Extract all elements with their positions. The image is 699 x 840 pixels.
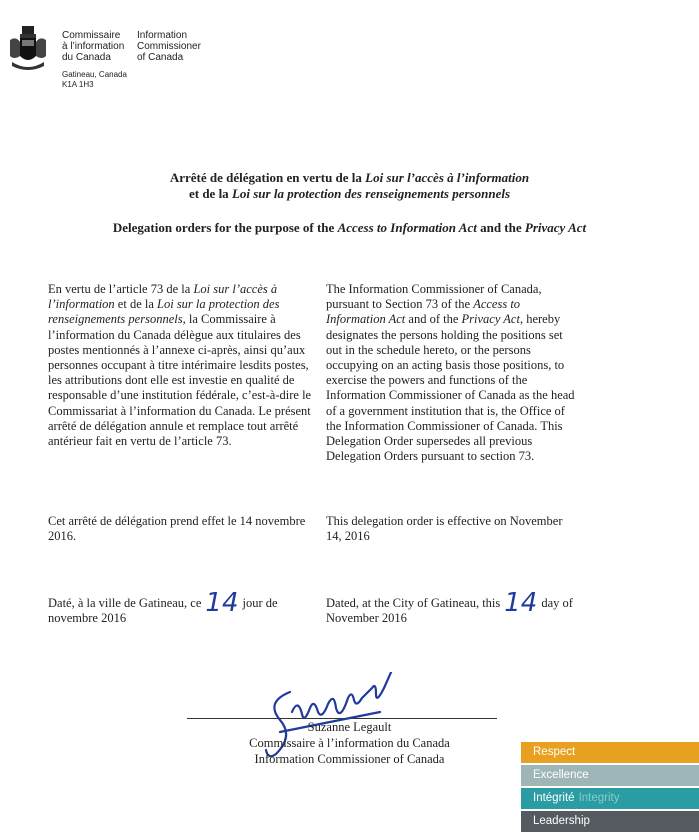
paragraph-en-delegation — [326, 282, 581, 464]
signatory-title-fr: Commissaire à l’information du Canada — [249, 736, 450, 750]
text: Daté, à la ville de Gatineau, ce — [48, 596, 202, 610]
org-name-en — [137, 30, 227, 63]
title-act-name: Loi sur la protection des renseignements personnels — [231, 186, 511, 201]
org-en-line: Commissioner — [137, 41, 201, 52]
title-act-name: Privacy Act — [524, 220, 587, 235]
paragraph-fr-delegation — [48, 282, 313, 449]
paragraph-en-effective: This delegation order is effective on November 14, 2016 — [326, 514, 563, 544]
handwritten-day: 14 — [205, 588, 239, 618]
act-name: Loi sur la protection des renseignements personnels, — [48, 297, 280, 327]
org-fr-line: à l’information — [62, 41, 125, 52]
text: The Information Commissioner of Canada, pursuant to Section 73 of the — [326, 282, 542, 312]
address — [62, 70, 127, 90]
signatory-title-en: Information Commissioner of Canada — [254, 752, 445, 766]
value-band-excellence: Excellence — [521, 765, 699, 786]
title-act-name: Access to Information Act — [337, 220, 477, 235]
title-fr — [0, 170, 699, 202]
org-fr-line: Commissaire — [62, 30, 121, 41]
title-en — [0, 220, 699, 236]
title-act-name: Loi sur l’accès à l’information — [365, 170, 530, 185]
org-name-fr — [62, 30, 142, 63]
act-name: Access to Information Act — [326, 297, 521, 327]
value-label-faint: Integrity — [578, 792, 620, 804]
title-text: and the — [476, 220, 525, 235]
address-line: K1A 1H3 — [62, 80, 94, 89]
org-en-line: of Canada — [137, 52, 184, 63]
text: En vertu de l’article 73 de la — [48, 282, 194, 296]
text: la Commissaire à l’information du Canada délègue aux titulaires des postes mentionnés à l’annexe ci-après, ainsi qu’aux personnes occupant à titre intérimaire lesdits postes, les attributions dont elle est investie en qualité de responsable d’une institution fédérale, c’est-à-dire le Commissariat à l’information du Canada. Le présent arrêté de délégation annule et remplace tout arrêté antérieur fait en vertu de l’article 73. — [48, 312, 312, 449]
text: , hereby designates the persons holding the positions set out in the schedule hereto, or the persons occupying on an acting basis those positions, to exercise the powers and functions of the Information Commissioner of Canada as the head of a government institution that is, the Office of the Information Commissioner of Canada. This Delegation Order supersedes all previous Delegation Orders pursuant to section 73. — [326, 312, 575, 464]
text: and of the — [405, 312, 462, 327]
text: et de la — [114, 297, 158, 312]
paragraph-fr-dated — [48, 588, 313, 626]
title-text: et de la — [188, 186, 232, 201]
paragraph-fr-effective: Cet arrêté de délégation prend effet le 14 novembre 2016. — [48, 514, 306, 544]
title-fr-line2 — [0, 186, 699, 202]
org-fr-line: du Canada — [62, 52, 111, 63]
act-name: Loi sur l’accès à l’information — [48, 282, 278, 312]
text: day of November 2016 — [326, 596, 573, 626]
text: jour de novembre 2016 — [48, 596, 278, 626]
value-band-respect: Respect — [521, 742, 699, 763]
signatory-name: Suzanne Legault — [307, 720, 392, 734]
org-en-line: Information — [137, 30, 188, 41]
text: Dated, at the City of Gatineau, this — [326, 596, 501, 610]
handwritten-day: 14 — [504, 588, 538, 618]
title-text: Delegation orders for the purpose of the — [112, 220, 338, 235]
title-text: Arrêté de délégation en vertu de la — [169, 170, 366, 185]
paragraph-en-dated — [326, 588, 581, 626]
address-line: Gatineau, Canada — [62, 70, 127, 79]
act-name: Privacy Act — [461, 312, 520, 327]
title-fr-line1 — [0, 170, 699, 186]
canada-coat-of-arms-icon — [8, 26, 48, 72]
value-band-integrite — [521, 788, 699, 809]
value-label: Intégrité — [533, 792, 575, 804]
value-band-leadership: Leadership — [521, 811, 699, 832]
